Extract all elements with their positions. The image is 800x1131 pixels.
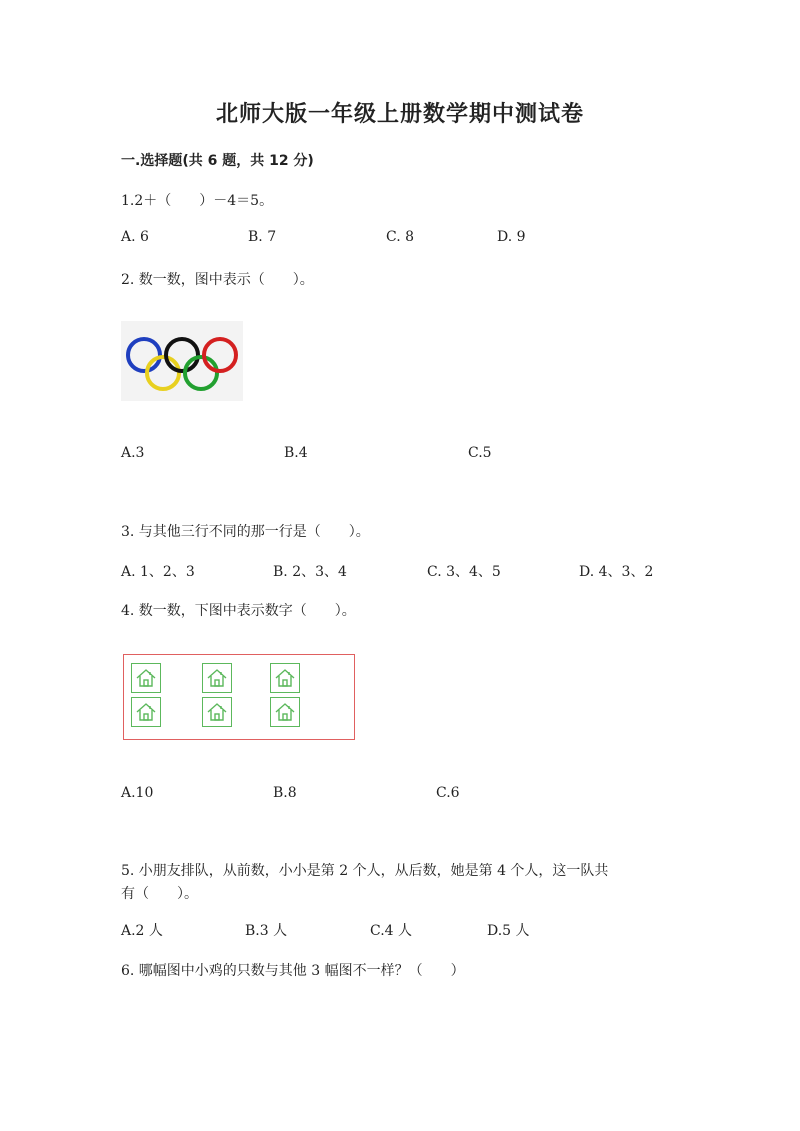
- question-1-option-b: B. 7: [248, 229, 277, 245]
- house-icon: [131, 697, 161, 727]
- ring-blue: [128, 339, 160, 371]
- houses-figure: [123, 654, 355, 740]
- question-3-stem: 3. 与其他三行不同的那一行是（ ）。: [121, 524, 370, 540]
- house-icon: [131, 663, 161, 693]
- question-3-option-d: D. 4、3、2: [579, 564, 654, 580]
- question-3-option-c: C. 3、4、5: [427, 564, 501, 580]
- page-title: 北师大版一年级上册数学期中测试卷: [215, 102, 584, 127]
- question-4-option-b: B.8: [273, 785, 297, 801]
- question-4-option-a: A.10: [121, 785, 154, 801]
- question-3-option-b: B. 2、3、4: [273, 564, 347, 580]
- question-4-stem: 4. 数一数，下图中表示数字（ ）。: [121, 603, 356, 619]
- question-5-option-a: A.2 人: [121, 923, 163, 939]
- question-5-option-d: D.5 人: [487, 923, 530, 939]
- house-icon: [270, 697, 300, 727]
- question-5-option-c: C.4 人: [370, 923, 413, 939]
- question-5-stem-line-2: 有（ ）。: [121, 886, 198, 902]
- house-icon: [202, 697, 232, 727]
- question-6-stem: 6. 哪幅图中小鸡的只数与其他 3 幅图不一样？（ ）: [121, 963, 465, 979]
- question-1-stem: 1.2＋（ ）－4＝5。: [121, 193, 274, 209]
- question-2-stem: 2. 数一数，图中表示（ ）。: [121, 272, 314, 288]
- question-4-option-c: C.6: [436, 785, 460, 801]
- olympic-rings-icon: [121, 321, 243, 401]
- ring-green: [185, 357, 217, 389]
- ring-yellow: [147, 357, 179, 389]
- question-2-option-b: B.4: [284, 445, 308, 461]
- question-1-option-a: A. 6: [121, 229, 149, 245]
- question-5-option-b: B.3 人: [245, 923, 288, 939]
- ring-red: [204, 339, 236, 371]
- question-1-option-c: C. 8: [386, 229, 415, 245]
- house-icon: [270, 663, 300, 693]
- section-heading: 一.选择题(共 6 题，共 12 分): [121, 153, 314, 169]
- question-2-option-a: A.3: [121, 445, 145, 461]
- question-5-stem-line-1: 5. 小朋友排队，从前数，小小是第 2 个人，从后数，她是第 4 个人，这一队共: [121, 863, 609, 879]
- question-2-option-c: C.5: [468, 445, 492, 461]
- question-3-option-a: A. 1、2、3: [121, 564, 195, 580]
- ring-black: [166, 339, 198, 371]
- house-icon: [202, 663, 232, 693]
- question-1-option-d: D. 9: [497, 229, 526, 245]
